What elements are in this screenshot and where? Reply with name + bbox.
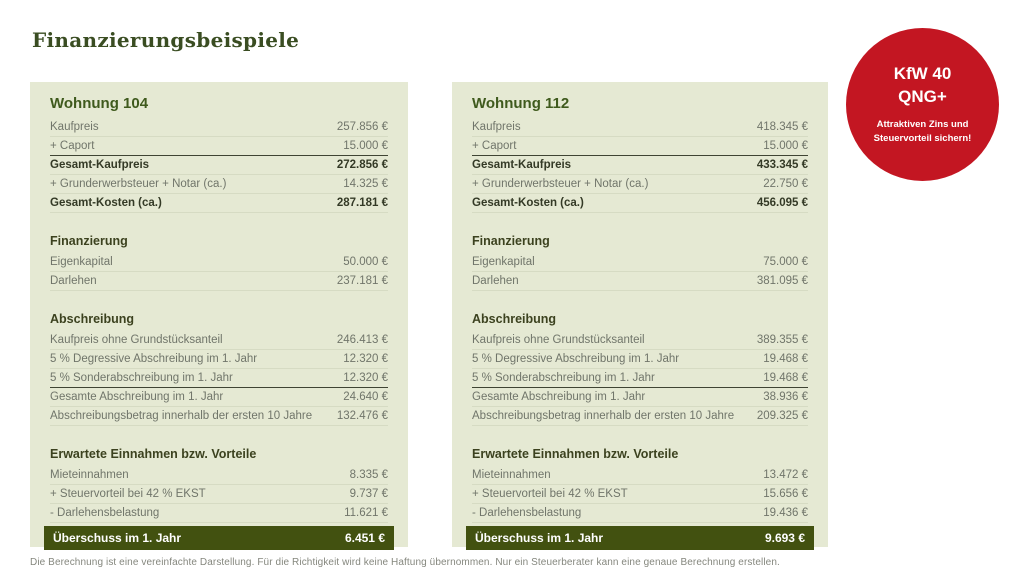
row-value: 15.000 € (343, 140, 388, 152)
row-value: 237.181 € (336, 275, 388, 287)
section-heading: Abschreibung (472, 312, 557, 326)
badge-title-line1: KfW 40 (893, 64, 952, 84)
row-value: 8.335 € (349, 469, 388, 481)
table-row (472, 369, 808, 388)
table-row (472, 466, 808, 485)
table-row (50, 272, 388, 291)
table-row (50, 175, 388, 194)
row-label: Kaufpreis ohne Grundstücksanteil (50, 334, 223, 346)
row-label: - Darlehensbelastung (50, 507, 160, 519)
table-section (50, 118, 388, 213)
row-value: 418.345 € (756, 121, 808, 133)
row-label: + Grunderwerbsteuer + Notar (ca.) (50, 178, 227, 190)
surplus-value: 9.693 € (764, 531, 805, 545)
row-value: 12.320 € (343, 372, 388, 384)
row-label: 5 % Sonderabschreibung im 1. Jahr (50, 372, 233, 384)
row-label: Gesamte Abschreibung im 1. Jahr (472, 391, 646, 403)
row-value: 257.856 € (336, 121, 388, 133)
table-row (472, 272, 808, 291)
row-value: 50.000 € (343, 256, 388, 268)
row-value: 24.640 € (343, 391, 388, 403)
row-value: 11.621 € (344, 507, 388, 519)
row-label: + Caport (472, 140, 517, 152)
row-label: + Caport (50, 140, 95, 152)
apartment-title: Wohnung 104 (50, 95, 149, 112)
surplus-value: 6.451 € (344, 531, 385, 545)
section-heading: Finanzierung (472, 234, 550, 248)
disclaimer-text: Die Berechnung ist eine vereinfachte Darstellung. Für die Richtigkeit wird keine Haftung übernommen. Nur ein Steuerberater kann eine genaue Berechnung erstellen. (30, 557, 780, 568)
table-row (50, 369, 388, 388)
row-label: 5 % Degressive Abschreibung im 1. Jahr (50, 353, 258, 365)
row-label: Gesamt-Kosten (ca.) (472, 197, 584, 209)
table-row (50, 331, 388, 350)
row-label: Mieteinnahmen (472, 469, 551, 481)
row-value: 381.095 € (756, 275, 808, 287)
table-row (50, 118, 388, 137)
table-row (472, 137, 808, 156)
row-value: 15.656 € (763, 488, 808, 500)
surplus-label: Überschuss im 1. Jahr (53, 531, 182, 545)
row-value: 132.476 € (336, 410, 388, 422)
table-row (472, 118, 808, 137)
row-label: Kaufpreis (50, 121, 99, 133)
badge-title-line2: QNG+ (898, 87, 947, 107)
table-row (50, 466, 388, 485)
row-label: Abschreibungsbetrag innerhalb der ersten 10 Jahre (50, 410, 313, 422)
row-label: Darlehen (472, 275, 519, 287)
table-row (472, 253, 808, 272)
row-label: Abschreibungsbetrag innerhalb der ersten 10 Jahre (472, 410, 735, 422)
row-label: Eigenkapital (472, 256, 535, 268)
table-row (472, 504, 808, 523)
table-section (50, 445, 388, 550)
row-label: Kaufpreis ohne Grundstücksanteil (472, 334, 645, 346)
table-section (472, 310, 808, 426)
table-section (472, 232, 808, 291)
row-label: Gesamt-Kaufpreis (472, 159, 572, 171)
table-row (50, 407, 388, 426)
row-label: + Steuervorteil bei 42 % EKST (472, 488, 628, 500)
panel-wohnung-112 (452, 82, 828, 547)
table-row (472, 407, 808, 426)
row-value: 75.000 € (763, 256, 808, 268)
surplus-highlight-row (44, 526, 394, 550)
table-row (50, 194, 388, 213)
row-value: 12.320 € (343, 353, 388, 365)
row-value: 13.472 € (763, 469, 808, 481)
table-section (50, 310, 388, 426)
row-value: 19.468 € (763, 353, 808, 365)
table-row (50, 350, 388, 369)
page-title: Finanzierungsbeispiele (32, 28, 300, 52)
table-row (50, 388, 388, 407)
row-label: Gesamt-Kaufpreis (50, 159, 150, 171)
row-label: Darlehen (50, 275, 97, 287)
apartment-title: Wohnung 112 (472, 95, 570, 112)
section-heading: Erwartete Einnahmen bzw. Vorteile (472, 447, 679, 461)
table-row (472, 388, 808, 407)
table-row (50, 485, 388, 504)
table-row (472, 194, 808, 213)
row-value: 38.936 € (763, 391, 808, 403)
table-row (472, 485, 808, 504)
row-label: Kaufpreis (472, 121, 521, 133)
row-value: 22.750 € (763, 178, 808, 190)
row-value: 9.737 € (349, 488, 388, 500)
table-section (472, 118, 808, 213)
row-label: Gesamte Abschreibung im 1. Jahr (50, 391, 224, 403)
table-row (472, 350, 808, 369)
row-label: + Steuervorteil bei 42 % EKST (50, 488, 206, 500)
row-value: 456.095 € (756, 197, 808, 209)
table-section (50, 232, 388, 291)
row-value: 14.325 € (343, 178, 388, 190)
row-label: Gesamt-Kosten (ca.) (50, 197, 162, 209)
table-row (472, 175, 808, 194)
kfw-badge (846, 28, 999, 181)
table-row (50, 137, 388, 156)
row-value: 19.468 € (763, 372, 808, 384)
row-value: 209.325 € (756, 410, 808, 422)
table-row (50, 504, 388, 523)
row-value: 246.413 € (336, 334, 388, 346)
row-value: 389.355 € (756, 334, 808, 346)
table-row (50, 156, 388, 175)
row-label: 5 % Degressive Abschreibung im 1. Jahr (472, 353, 680, 365)
section-heading: Erwartete Einnahmen bzw. Vorteile (50, 447, 257, 461)
table-row (472, 156, 808, 175)
section-heading: Finanzierung (50, 234, 128, 248)
surplus-label: Überschuss im 1. Jahr (475, 531, 604, 545)
section-heading: Abschreibung (50, 312, 135, 326)
row-label: + Grunderwerbsteuer + Notar (ca.) (472, 178, 649, 190)
badge-subtext: Attraktiven Zins und Steuervorteil sichern! (873, 119, 972, 144)
row-value: 272.856 € (336, 159, 388, 171)
row-label: Mieteinnahmen (50, 469, 129, 481)
row-value: 287.181 € (336, 197, 388, 209)
surplus-highlight-row (466, 526, 814, 550)
table-row (50, 253, 388, 272)
row-value: 19.436 € (763, 507, 808, 519)
row-label: 5 % Sonderabschreibung im 1. Jahr (472, 372, 655, 384)
row-value: 15.000 € (763, 140, 808, 152)
panel-wohnung-104 (30, 82, 408, 547)
row-label: - Darlehensbelastung (472, 507, 582, 519)
row-value: 433.345 € (756, 159, 808, 171)
row-label: Eigenkapital (50, 256, 113, 268)
table-row (472, 331, 808, 350)
table-section (472, 445, 808, 550)
